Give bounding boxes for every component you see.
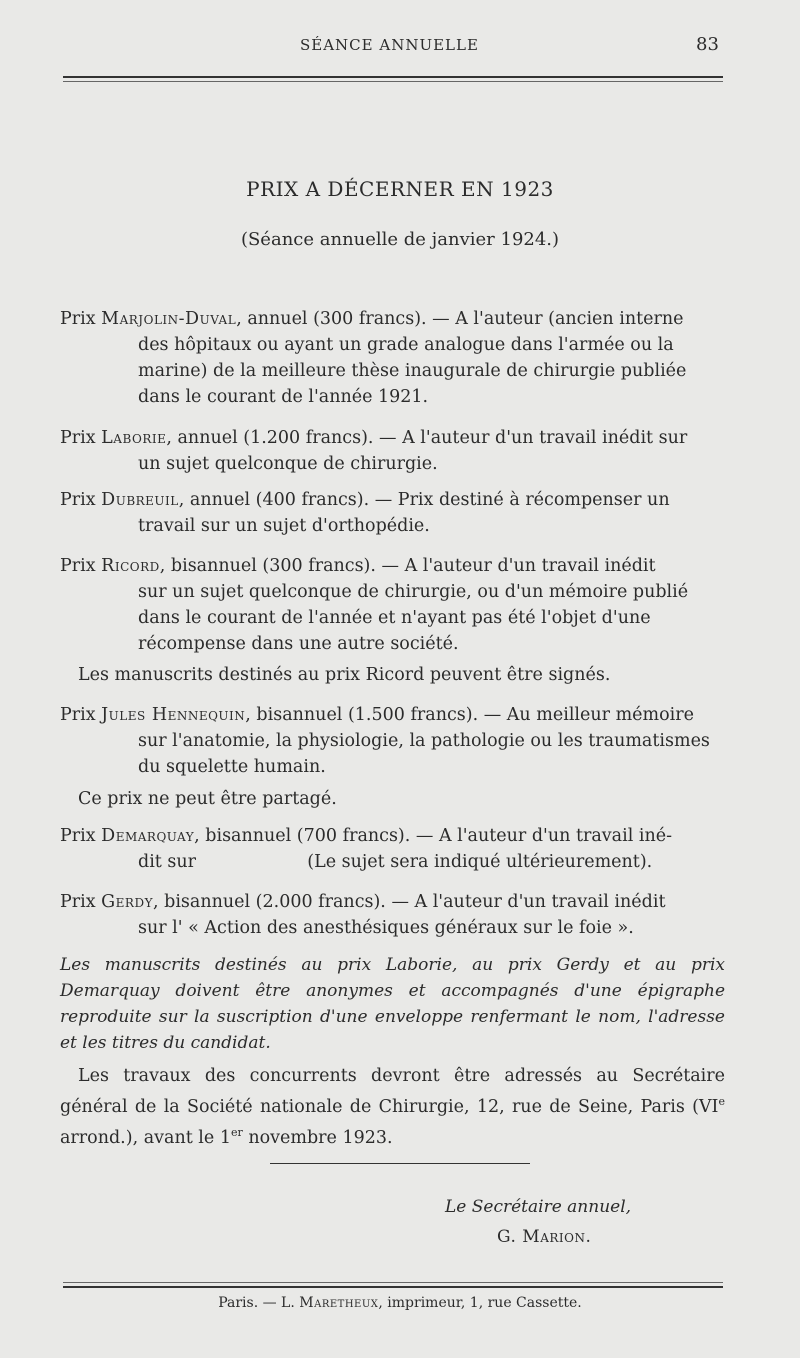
prize-prefix: Prix <box>60 892 102 912</box>
signature-name: G. Marion. <box>497 1227 592 1247</box>
footer-rule <box>63 1286 723 1288</box>
section-subheading: (Séance annuelle de janvier 1924.) <box>240 229 560 250</box>
note-ricord: Les manuscrits destinés au prix Ricord peuvent être signés. <box>78 665 611 685</box>
prize-prefix: Prix <box>60 428 102 448</box>
prize-prefix: Prix <box>60 490 102 510</box>
prize-line: sur un sujet quelconque de chirurgie, ou d'un mémoire publié <box>138 582 689 602</box>
prize-prefix: Prix <box>60 556 102 576</box>
prize-line: du squelette humain. <box>138 757 326 777</box>
closing-paragraph: Les travaux des concurrents devront être adressés au Secrétaire général de la Société nationale de Chirurgie, 12, rue de Seine, Paris (VIe arrond.), avant le 1er novembre 1923. <box>60 1066 725 1148</box>
separator-rule <box>270 1163 530 1164</box>
note-hennequin: Ce prix ne peut être partagé. <box>78 789 337 809</box>
prize-name: Gerdy <box>101 892 153 912</box>
note-anonymous: Les manuscrits destinés au prix Laborie, au prix Gerdy et au prix Demarquay doivent être anonymes et accompagnés d'une épigraphe reproduite sur la suscription d'une enveloppe renfermant le nom, l'adresse et les titres du candidat. <box>60 955 725 1053</box>
prize-line: , annuel (300 francs). — A l'auteur (ancien interne <box>236 309 684 329</box>
prize-line: , bisannuel (2.000 francs). — A l'auteur d'un travail inédit <box>153 892 666 912</box>
prize-name: Jules Hennequin <box>101 705 246 725</box>
signature-role: Le Secrétaire annuel, <box>445 1197 632 1217</box>
prize-line: des hôpitaux ou ayant un grade analogue dans l'armée ou la <box>138 335 674 355</box>
header-rule <box>63 76 723 78</box>
prize-name: Marjolin-Duval <box>101 309 237 329</box>
footer-rule-thin <box>63 1282 723 1283</box>
prize-line: dans le courant de l'année 1921. <box>138 387 429 407</box>
prize-line: , bisannuel (300 francs). — A l'auteur d'un travail inédit <box>159 556 656 576</box>
prize-line: sur l'anatomie, la physiologie, la pathologie ou les traumatismes <box>138 731 710 751</box>
prize-entry-gerdy <box>60 889 725 941</box>
prize-name: Dubreuil <box>101 490 179 510</box>
running-header <box>0 34 800 60</box>
running-title: SÉANCE ANNUELLE <box>300 36 479 54</box>
prize-line: , annuel (1.200 francs). — A l'auteur d'un travail inédit sur <box>166 428 688 448</box>
prize-entry-demarquay <box>60 823 725 875</box>
prize-name: Laborie <box>101 428 167 448</box>
prize-entry-jules-hennequin <box>60 702 725 780</box>
prize-line: , bisannuel (700 francs). — A l'auteur d'un travail iné- <box>194 826 673 846</box>
prize-name: Ricord <box>101 556 160 576</box>
section-heading: PRIX A DÉCERNER EN 1923 <box>246 177 554 201</box>
prize-name: Demarquay <box>101 826 195 846</box>
prize-line: marine) de la meilleure thèse inaugurale de chirurgie publiée <box>138 361 687 381</box>
prize-entry-dubreuil <box>60 487 725 539</box>
prize-line: , bisannuel (1.500 francs). — Au meilleur mémoire <box>245 705 694 725</box>
prize-prefix: Prix <box>60 705 102 725</box>
prize-prefix: Prix <box>60 826 102 846</box>
prize-prefix: Prix <box>60 309 102 329</box>
prize-entry-laborie <box>60 425 725 477</box>
prize-line: sur l' « Action des anesthésiques généraux sur le foie ». <box>138 918 634 938</box>
printer-footer: Paris. — L. Maretheux, imprimeur, 1, rue Cassette. <box>218 1295 582 1311</box>
prize-line: dit sur (Le sujet sera indiqué ultérieurement). <box>138 852 653 872</box>
prize-line: un sujet quelconque de chirurgie. <box>138 454 438 474</box>
prize-line: travail sur un sujet d'orthopédie. <box>138 516 430 536</box>
prize-entry-marjolin-duval <box>60 306 725 410</box>
prize-line: récompense dans une autre société. <box>138 634 459 654</box>
prize-line: dans le courant de l'année et n'ayant pas été l'objet d'une <box>138 608 651 628</box>
header-rule-thin <box>63 81 723 82</box>
prize-line: , annuel (400 francs). — Prix destiné à récompenser un <box>178 490 670 510</box>
page-number: 83 <box>696 34 719 55</box>
prize-entry-ricord <box>60 553 725 657</box>
